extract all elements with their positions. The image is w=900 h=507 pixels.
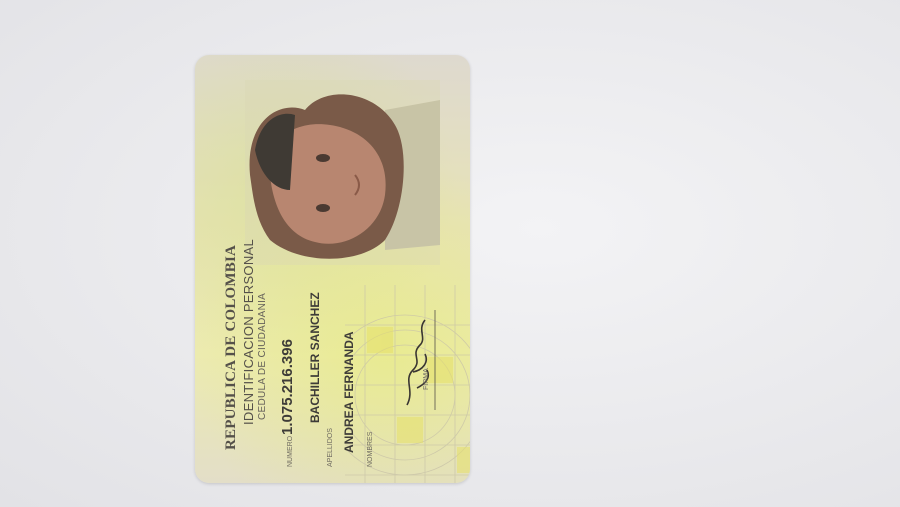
id-card — [195, 55, 470, 483]
holder-photo — [245, 80, 440, 265]
signature — [395, 310, 445, 410]
apellidos-label: APELLIDOS — [327, 428, 334, 467]
document-type: IDENTIFICACION PERSONAL — [241, 238, 256, 425]
firma-label: FIRMA — [423, 368, 430, 390]
surnames: BACHILLER SANCHEZ — [308, 292, 322, 423]
numero-label: NUMERO — [287, 435, 294, 467]
given-names: ANDREA FERNANDA — [342, 331, 356, 453]
id-number: 1.075.216.396 — [279, 339, 296, 435]
document-subtype: CEDULA DE CIUDADANIA — [257, 292, 268, 420]
country-title: REPUBLICA DE COLOMBIA — [223, 244, 239, 450]
nombres-label: NOMBRES — [367, 431, 374, 467]
